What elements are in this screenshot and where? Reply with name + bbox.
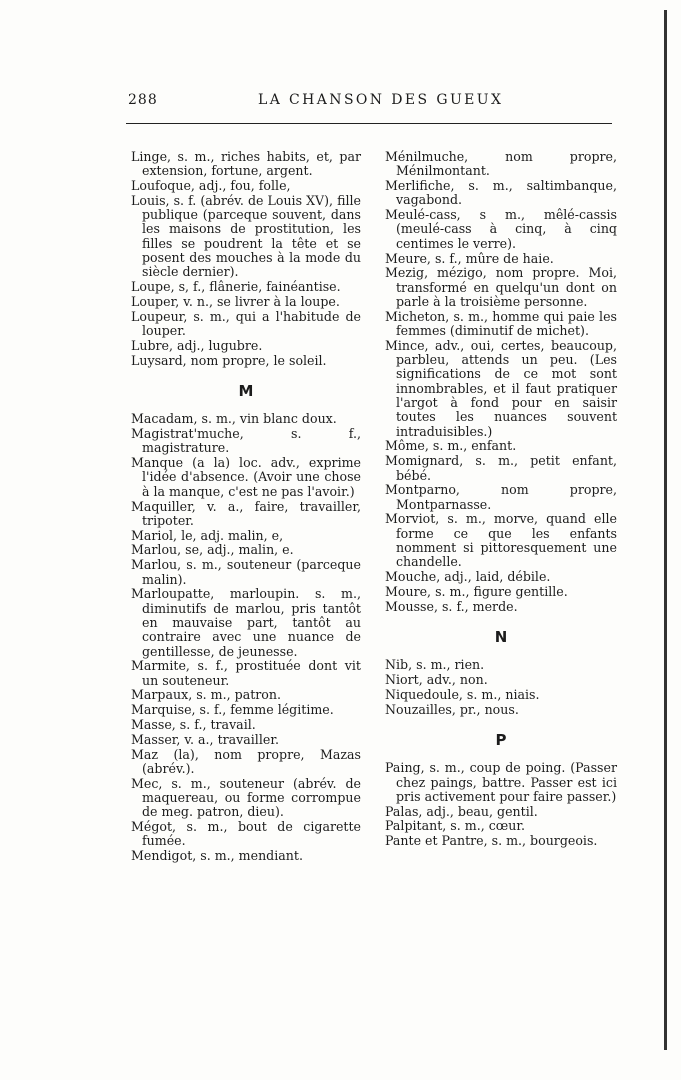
- right-column: [385, 150, 617, 849]
- section-letter: M: [238, 381, 254, 400]
- dictionary-entry: Ménilmuche, nom propre, Ménilmontant.: [385, 149, 617, 179]
- dictionary-entry: Linge, s. m., riches habits, et, par extension, fortune, argent.: [131, 149, 361, 179]
- dictionary-entry: Louper, v. n., se livrer à la loupe.: [131, 293, 340, 309]
- dictionary-entry: Marlou, s. m., souteneur (parceque malin).: [131, 557, 361, 587]
- dictionary-entry: Maquiller, v. a., faire, travailler, tripoter.: [131, 498, 361, 528]
- dictionary-entry: Meulé-cass, s m., mêlé-cassis (meulé-cass à cinq, à cinq centimes le verre).: [385, 207, 617, 251]
- dictionary-entry: Luysard, nom propre, le soleil.: [131, 352, 327, 368]
- dictionary-entry: Louis, s. f. (abrév. de Louis XV), fille publique (parceque souvent, dans les maisons de prostitution, les filles se poudrent la tête et se posent des mouches à la mode du siècle dernier).: [131, 192, 361, 280]
- left-column: [131, 150, 361, 863]
- header-rule: [126, 123, 612, 124]
- section-letter: N: [494, 628, 508, 646]
- dictionary-entry: Marpaux, s. m., patron.: [131, 687, 281, 703]
- dictionary-entry: Macadam, s. m., vin blanc doux.: [131, 411, 337, 427]
- dictionary-entry: Mendigot, s. m., mendiant.: [131, 848, 303, 864]
- dictionary-entry: Manque (a la) loc. adv., exprime l'idée d'absence. (Avoir une chose à la manque, c'est ne pas l'avoir.): [131, 455, 361, 499]
- dictionary-entry: Loupe, s, f., flânerie, fainéantise.: [131, 279, 341, 295]
- dictionary-entry: Mec, s. m., souteneur (abrév. de maquereau, ou forme corrompue de meg. patron, dieu).: [131, 775, 361, 820]
- dictionary-entry: Lubre, adj., lugubre.: [131, 337, 263, 353]
- running-header: [128, 92, 610, 114]
- dictionary-entry: Marmite, s. f., prostituée dont vit un souteneur.: [131, 658, 361, 688]
- dictionary-entry: Montparno, nom propre, Montparnasse.: [385, 482, 617, 512]
- dictionary-entry: Nib, s. m., rien.: [385, 657, 485, 673]
- dictionary-entry: Mariol, le, adj. malin, e,: [131, 527, 284, 543]
- dictionary-entry: Momignard, s. m., petit enfant, bébé.: [385, 453, 617, 483]
- dictionary-entry: Palas, adj., beau, gentil.: [385, 803, 538, 819]
- dictionary-entry: Moure, s. m., figure gentille.: [385, 583, 568, 599]
- dictionary-entry: Paing, s. m., coup de poing. (Passer chez paings, battre. Passer est ici pris activement pour faire passer.): [385, 760, 617, 804]
- dictionary-entry: Marquise, s. f., femme légitime.: [131, 702, 334, 718]
- dictionary-entry: Mousse, s. f., merde.: [385, 598, 518, 614]
- binding-edge: [664, 10, 667, 1050]
- dictionary-entry: Mouche, adj., laid, débile.: [385, 569, 551, 585]
- dictionary-entry: Meure, s. f., mûre de haie.: [385, 250, 554, 266]
- dictionary-entry: Marloupatte, marloupin. s. m., diminutifs de marlou, pris tantôt en mauvaise part, tantôt au contraire avec une nuance de gentillesse, de jeunesse.: [131, 586, 361, 659]
- dictionary-entry: Marlou, se, adj., malin, e.: [131, 542, 294, 558]
- page-title: LA CHANSON DES GUEUX: [258, 92, 504, 108]
- dictionary-entry: Micheton, s. m., homme qui paie les femmes (diminutif de michet).: [385, 308, 617, 339]
- dictionary-entry: Mégot, s. m., bout de cigarette fumée.: [131, 819, 361, 849]
- section-letter: P: [495, 730, 507, 749]
- dictionary-entry: Môme, s. m., enfant.: [385, 438, 517, 454]
- page-number: 288: [128, 92, 158, 108]
- dictionary-entry: Palpitant, s. m., cœur.: [385, 818, 525, 834]
- dictionary-entry: Merlifiche, s. m., saltimbanque, vagabond.: [385, 178, 617, 208]
- dictionary-entry: Niquedoule, s. m., niais.: [385, 686, 540, 702]
- dictionary-entry: Nouzailles, pr., nous.: [385, 701, 519, 717]
- dictionary-entry: Pante et Pantre, s. m., bourgeois.: [385, 833, 598, 849]
- dictionary-entry: Magistrat'muche, s. f., magistrature.: [131, 426, 361, 456]
- dictionary-entry: Masse, s. f., travail.: [131, 716, 256, 732]
- dictionary-entry: Mezig, mézigo, nom propre. Moi, transformé en quelqu'un dont on parle à la troisième personne.: [385, 265, 617, 309]
- dictionary-entry: Niort, adv., non.: [385, 672, 488, 688]
- dictionary-entry: Loufoque, adj., fou, folle,: [131, 178, 291, 194]
- dictionary-entry: Maz (la), nom propre, Mazas (abrév.).: [131, 746, 361, 776]
- dictionary-entry: Mince, adv., oui, certes, beaucoup, parbleu, attends un peu. (Les significations de ce mot sont innombrables, et il faut pratiquer l'argot à fond pour en saisir toutes les nuances souvent intraduisibles.): [385, 337, 617, 439]
- dictionary-entry: Morviot, s. m., morve, quand elle forme ce que les enfants nomment si pittoresquement une chandelle.: [385, 511, 617, 570]
- dictionary-entry: Loupeur, s. m., qui a l'habitude de louper.: [131, 308, 361, 339]
- dictionary-entry: Masser, v. a., travailler.: [131, 731, 279, 747]
